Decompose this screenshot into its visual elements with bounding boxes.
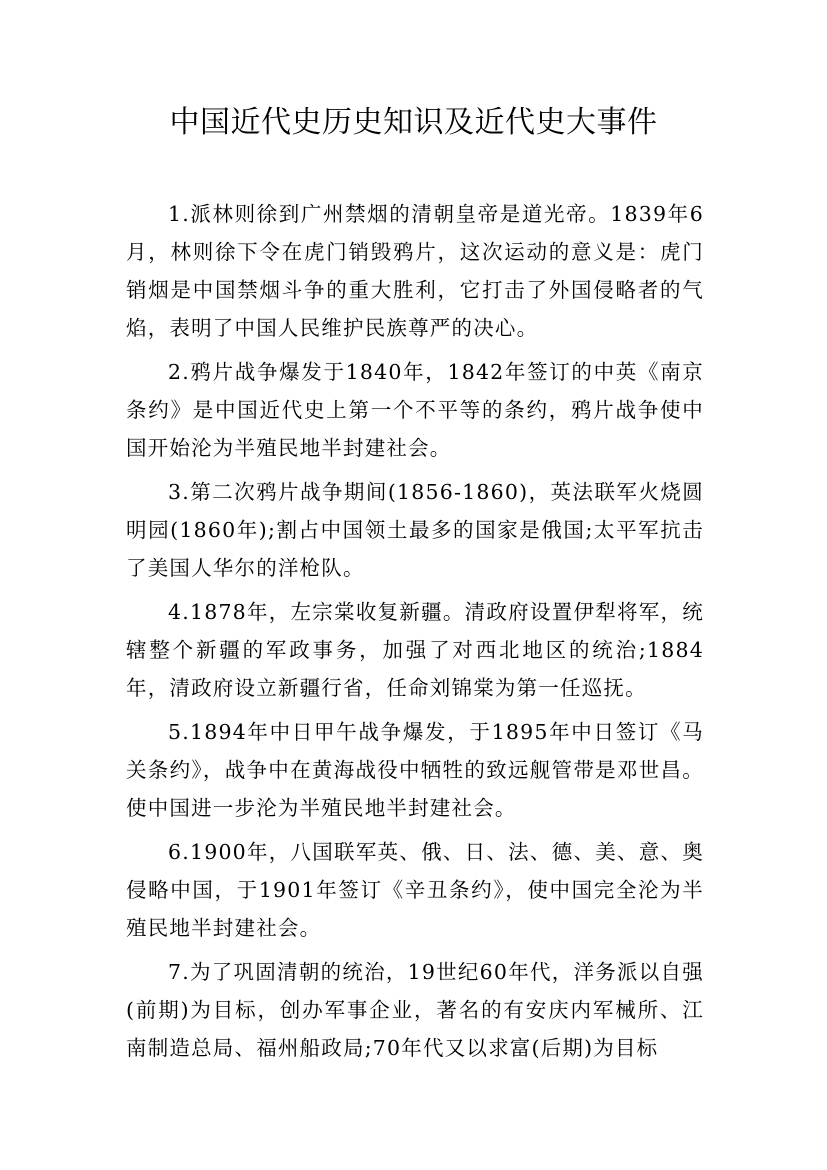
paragraph-5: 5.1894年中日甲午战争爆发，于1895年中日签订《马关条约》，战争中在黄海战役中牺牲的致远舰管带是邓世昌。使中国进一步沦为半殖民地半封建社会。 bbox=[126, 720, 704, 820]
paragraph-6: 6.1900年，八国联军英、俄、日、法、德、美、意、奥侵略中国，于1901年签订《辛丑条约》，使中国完全沦为半殖民地半封建社会。 bbox=[126, 840, 704, 940]
document-title: 中国近代史历史知识及近代史大事件 bbox=[169, 105, 658, 140]
paragraph-1: 1.派林则徐到广州禁烟的清朝皇帝是道光帝。1839年6月，林则徐下令在虎门销毁鸦片，这次运动的意义是：虎门销烟是中国禁烟斗争的重大胜利，它打击了外国侵略者的气焰，表明了中国人民维护民族尊严的决心。 bbox=[126, 202, 704, 340]
paragraph-2: 2.鸦片战争爆发于1840年，1842年签订的中英《南京条约》是中国近代史上第一个不平等的条约，鸦片战争使中国开始沦为半殖民地半封建社会。 bbox=[126, 360, 704, 460]
paragraph-7: 7.为了巩固清朝的统治，19世纪60年代，洋务派以自强(前期)为目标，创办军事企业，著名的有安庆内军械所、江南制造总局、福州船政局;70年代又以求富(后期)为目标 bbox=[126, 960, 704, 1060]
paragraph-3: 3.第二次鸦片战争期间(1856-1860)，英法联军火烧圆明园(1860年);割占中国领土最多的国家是俄国;太平军抗击了美国人华尔的洋枪队。 bbox=[126, 480, 704, 580]
document-body bbox=[126, 195, 704, 1073]
paragraph-4: 4.1878年，左宗棠收复新疆。清政府设置伊犁将军，统辖整个新疆的军政事务，加强了对西北地区的统治;1884年，清政府设立新疆行省，任命刘锦棠为第一任巡抚。 bbox=[126, 600, 704, 700]
